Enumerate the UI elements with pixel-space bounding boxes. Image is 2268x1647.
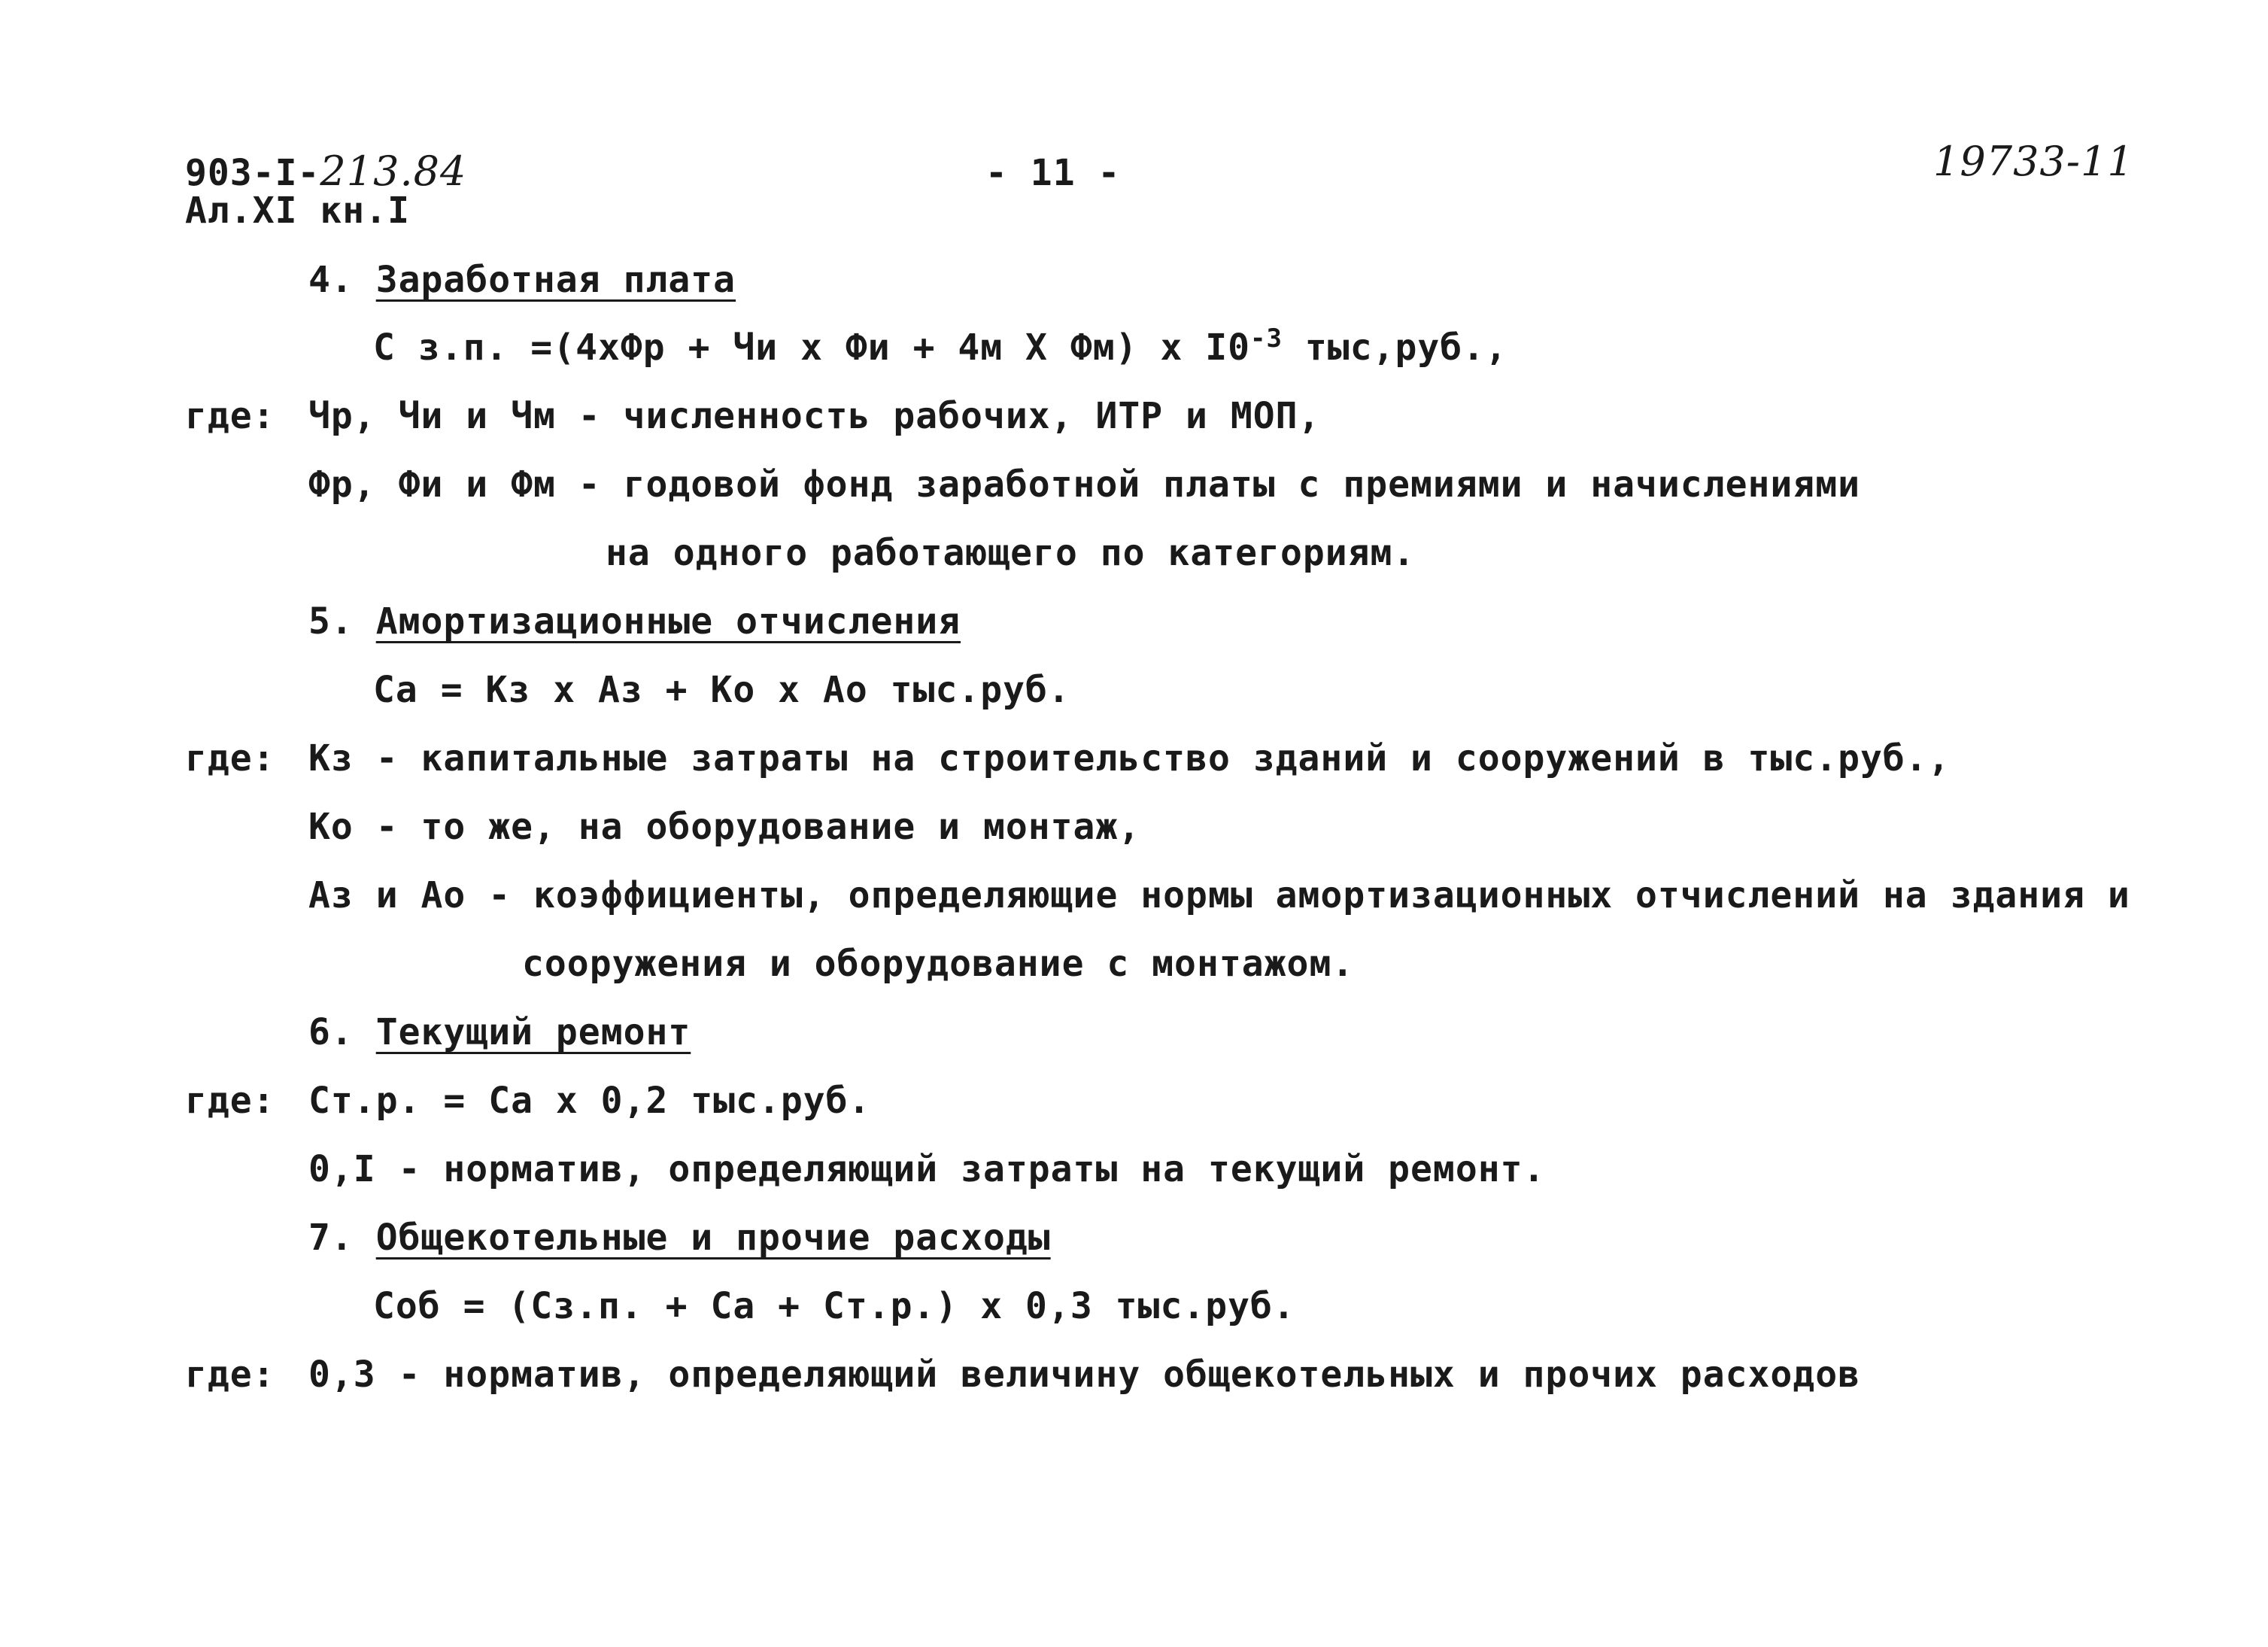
section-5-heading: [308, 599, 961, 644]
section-6-heading: [308, 1010, 691, 1055]
section-title: Общекотельные и прочие расходы: [375, 1217, 1051, 1259]
section-4-heading: [308, 257, 736, 302]
definition: Чр, Чи и Чм - численность рабочих, ИТР и МОП,: [308, 395, 1321, 437]
definition: Аз и Ао - коэффициенты, определяющие нормы амортизационных отчислений на здания и: [308, 874, 2130, 916]
formula-exponent: -3: [1250, 324, 1283, 354]
doc-code-print: 903-I-: [185, 152, 320, 194]
section-number: 4.: [308, 259, 354, 301]
definition: 0,3 - норматив, определяющий величину общекотельных и прочих расходов: [308, 1354, 1860, 1396]
section-title: Заработная плата: [375, 259, 736, 301]
page-number: - 11 -: [985, 152, 1121, 194]
section-number: 6.: [308, 1011, 354, 1053]
where-label: где:: [185, 1354, 275, 1396]
section-title: Амортизационные отчисления: [375, 600, 961, 643]
definition: Кз - капитальные затраты на строительство зданий и сооружений в тыс.руб.,: [308, 737, 1951, 779]
formula-unit: тыс,руб.,: [1304, 327, 1507, 369]
doc-volume: Ал.XI кн.I: [185, 190, 410, 232]
definition-continuation: на одного работающего по категориям.: [606, 532, 1416, 574]
section-4-formula: [373, 325, 1507, 370]
formula-main: С з.п. =(4хФр + Чи х Фи + 4м Х Фм) х I0: [373, 327, 1251, 369]
definition: Фр, Фи и Фм - годовой фонд заработной платы с премиями и начислениями: [308, 463, 1860, 506]
section-7-formula: Соб = (Сз.п. + Са + Ст.р.) х 0,3 тыс.руб.: [373, 1285, 1295, 1327]
section-6-formula: Ст.р. = Са х 0,2 тыс.руб.: [308, 1080, 871, 1122]
where-label: где:: [185, 395, 275, 437]
where-label: где:: [185, 1080, 275, 1122]
where-label: где:: [185, 737, 275, 779]
definition-continuation: сооружения и оборудование с монтажом.: [522, 943, 1355, 985]
archive-number: 19733-11: [1933, 138, 2134, 185]
section-number: 5.: [308, 600, 354, 643]
section-5-formula: Са = Кз х Аз + Ко х Ао тыс.руб.: [373, 669, 1070, 711]
definition: Ко - то же, на оборудование и монтаж,: [308, 806, 1141, 848]
section-title: Текущий ремонт: [375, 1011, 691, 1053]
doc-code-handwritten: 213.84: [320, 147, 467, 195]
section-7-heading: [308, 1215, 1051, 1260]
section-number: 7.: [308, 1217, 354, 1259]
definition: 0,I - норматив, определяющий затраты на текущий ремонт.: [308, 1148, 1546, 1190]
